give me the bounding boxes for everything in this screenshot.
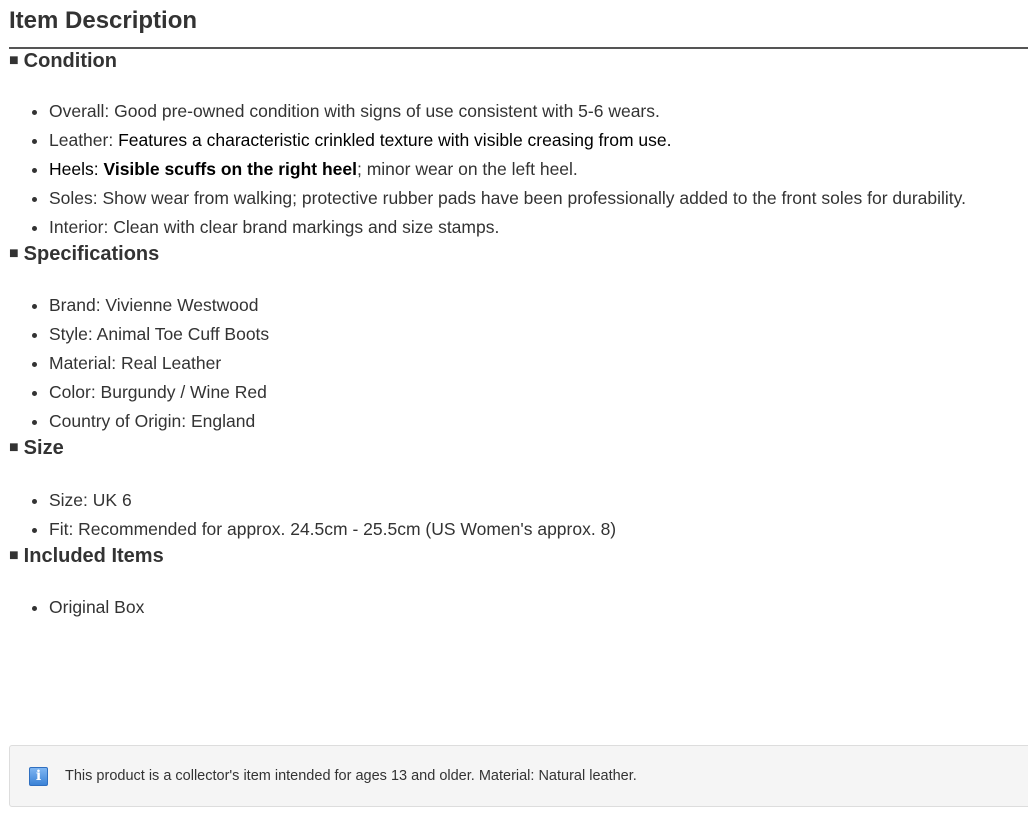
list-item: • Overall: Good pre-owned condition with signs of use consistent with 5-6 wears. — [49, 97, 1028, 126]
list-item: • Leather: Features a characteristic crinkled texture with visible creasing from use. — [49, 126, 1028, 155]
section-title: Included Items — [23, 545, 164, 567]
section-heading-specifications — [9, 242, 1028, 266]
section-heading-included-items — [9, 544, 1028, 568]
list-item: • Country of Origin: England — [49, 407, 1028, 436]
square-bullet-icon: ■ — [9, 245, 19, 262]
size-list — [9, 486, 1028, 544]
list-item: • Size: UK 6 — [49, 486, 1028, 515]
emphasis-text: Visible scuffs on the right heel — [103, 159, 357, 179]
square-bullet-icon: ■ — [9, 439, 19, 456]
section-title: Condition — [23, 50, 117, 72]
list-item: • Soles: Show wear from walking; protective rubber pads have been professionally added to the front soles for durability. — [49, 184, 1028, 213]
notice-text: This product is a collector's item intended for ages 13 and older. Material: Natural leather. — [65, 768, 637, 784]
section-title: Size — [23, 437, 64, 459]
list-item: • Interior: Clean with clear brand markings and size stamps. — [49, 213, 1028, 242]
page-title: Item Description — [9, 0, 1028, 49]
square-bullet-icon: ■ — [9, 52, 19, 69]
info-notice — [9, 745, 1028, 807]
specifications-list — [9, 291, 1028, 436]
section-heading-condition — [9, 49, 1028, 73]
list-item: • Style: Animal Toe Cuff Boots — [49, 320, 1028, 349]
list-item: • Original Box — [49, 593, 1028, 622]
list-item: • Material: Real Leather — [49, 349, 1028, 378]
list-item: • Heels: Visible scuffs on the right heel; minor wear on the left heel. — [49, 155, 1028, 184]
list-item: • Brand: Vivienne Westwood — [49, 291, 1028, 320]
item-description — [9, 0, 1028, 622]
condition-list — [9, 97, 1028, 242]
section-title: Specifications — [23, 243, 160, 265]
included-items-list — [9, 593, 1028, 622]
square-bullet-icon: ■ — [9, 547, 19, 564]
list-item: • Fit: Recommended for approx. 24.5cm - 25.5cm (US Women's approx. 8) — [49, 515, 1028, 544]
section-heading-size — [9, 436, 1028, 460]
info-icon: i — [29, 767, 48, 786]
list-item: • Color: Burgundy / Wine Red — [49, 378, 1028, 407]
